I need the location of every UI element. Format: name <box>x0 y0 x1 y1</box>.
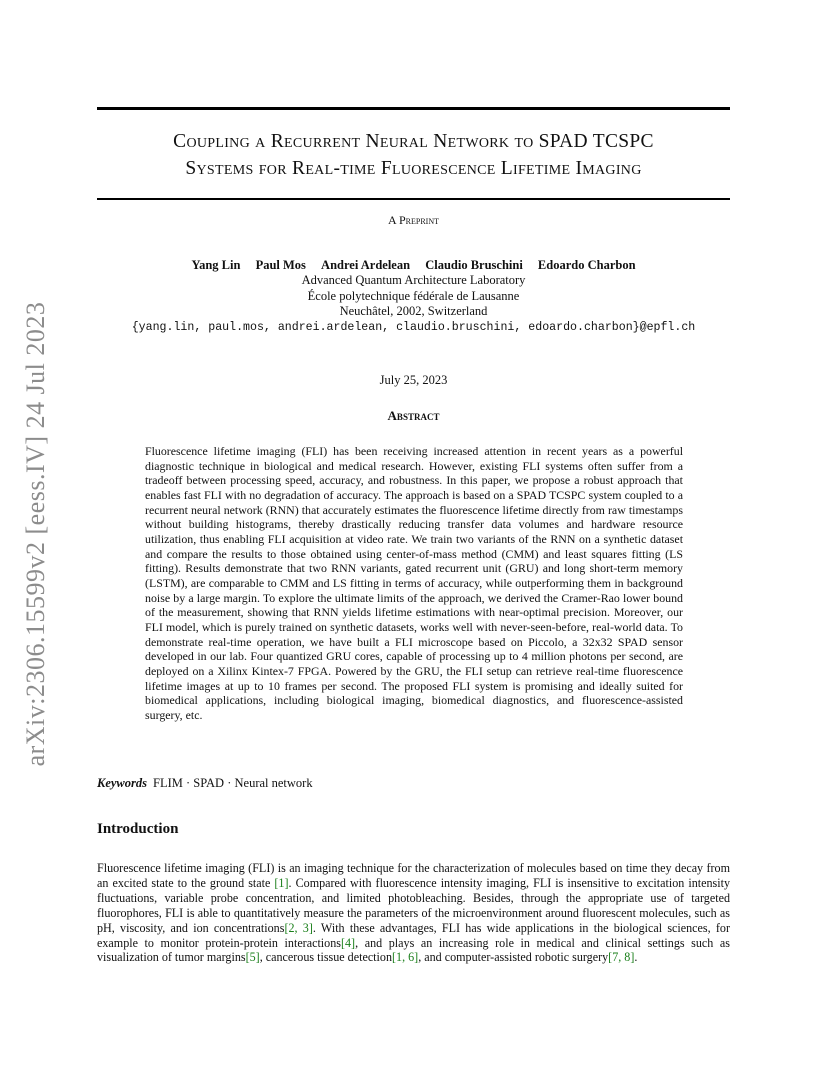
citation-link[interactable]: [1] <box>274 875 289 890</box>
citation-link[interactable]: [5] <box>245 950 260 965</box>
keywords-line <box>97 776 313 791</box>
affiliation-lab: Advanced Quantum Architecture Laboratory <box>301 273 526 287</box>
paper-title <box>97 128 730 182</box>
preprint-label: A Preprint <box>387 213 439 227</box>
intro-text: . Compared with fluorescence intensity imaging, FLI is insensitive to excitation intensity fluctuations, variable probe concentration, and limited photobleaching. Besides, through the appropriate use of targeted fluorophores, FLI is able to quantitatively measure the parameters of the microenvironment around fluorescent molecules, such as pH, viscosity, and ion concentrations <box>97 875 730 935</box>
abstract-heading: Abstract <box>387 408 440 423</box>
author-name: Edoardo Charbon <box>537 258 636 272</box>
introduction-paragraph <box>97 861 730 965</box>
citation-link[interactable]: [4] <box>340 935 356 950</box>
author-emails: {yang.lin, paul.mos, andrei.ardelean, claudio.bruschini, edoardo.charbon}@epfl.ch <box>131 320 696 334</box>
intro-text: , cancerous tissue detection <box>259 950 392 965</box>
intro-text: Fluorescence lifetime imaging (FLI) is an imaging technique for the characterization of molecules based on time they decay from an excited state to the ground state <box>97 861 730 890</box>
author-list <box>97 258 730 273</box>
intro-text: . With these advantages, FLI has wide applications in the biological sciences, for example to monitor protein-protein interactions <box>97 920 730 950</box>
title-bottom-rule <box>97 198 730 200</box>
affiliation-block <box>97 273 730 335</box>
keywords-label: Keywords <box>97 776 147 790</box>
author-name: Andrei Ardelean <box>321 258 411 272</box>
author-name: Claudio Bruschini <box>425 258 523 272</box>
arxiv-sidebar-identifier: arXiv:2306.15599v2 [eess.IV] 24 Jul 2023 <box>21 301 50 767</box>
title-line-1: Coupling a Recurrent Neural Network to SPAD TCSPC <box>173 131 654 152</box>
intro-text: , and plays an increasing role in medical and clinical settings such as visualization of tumor margins <box>97 935 730 965</box>
publication-date: July 25, 2023 <box>379 373 448 387</box>
author-name: Paul Mos <box>255 258 306 272</box>
citation-link[interactable]: [2, 3] <box>284 920 313 935</box>
keywords-text: FLIM · SPAD · Neural network <box>153 776 313 790</box>
abstract-text: Fluorescence lifetime imaging (FLI) has been receiving increased attention in recent years as a powerful diagnostic technique in biological and medical research. However, existing FLI systems often suffer from a tradeoff between processing speed, accuracy, and robustness. In this paper, we propose a robust approach that enables fast FLI with no degradation of accuracy. The approach is based on a SPAD TCSPC system coupled to a recurrent neural network (RNN) that accurately estimates the fluorescence lifetime directly from raw timestamps without building histograms, thereby drastically reducing transfer data volumes and hardware resource utilization, thus enabling FLI acquisition at video rate. We train two variants of the RNN on a synthetic dataset and compare the results to those obtained using center-of-mass method (CMM) and least squares fitting (LS fitting). Results demonstrate that two RNN variants, gated recurrent unit (GRU) and long short-term memory (LSTM), are comparable to CMM and LS fitting in terms of accuracy, while outperforming them in background noise by a large margin. To explore the ultimate limits of the approach, we derived the Cramer-Rao lower bound of the measurement, showing that RNN yields lifetime estimations with near-optimal precision. Moreover, our FLI model, which is purely trained on synthetic datasets, works well with never-seen-before, real-world data. To demonstrate real-time operation, we have built a FLI microscope based on Piccolo, a 32x32 SPAD sensor developed in our lab. Four quantized GRU cores, capable of processing up to 4 million photons per second, are deployed on a Xilinx Kintex-7 FPGA. Powered by the GRU, the FLI setup can retrieve real-time fluorescence lifetime images at up to 10 frames per second. The proposed FLI system is promising and ideally suited for biomedical applications, including biological imaging, biomedical diagnostics, and fluorescence-assisted surgery, etc. <box>145 444 683 722</box>
intro-text: . <box>634 950 638 965</box>
section-heading-introduction: Introduction <box>97 821 179 837</box>
affiliation-city: Neuchâtel, 2002, Switzerland <box>339 304 488 318</box>
affiliation-school: École polytechnique fédérale de Lausanne <box>307 288 520 303</box>
title-top-rule <box>97 107 730 110</box>
author-name: Yang Lin <box>191 258 241 272</box>
citation-link[interactable]: [1, 6] <box>392 950 419 965</box>
citation-link[interactable]: [7, 8] <box>608 950 635 965</box>
intro-text: , and computer-assisted robotic surgery <box>418 950 609 965</box>
title-line-2: Systems for Real-time Fluorescence Lifetime Imaging <box>185 158 642 179</box>
